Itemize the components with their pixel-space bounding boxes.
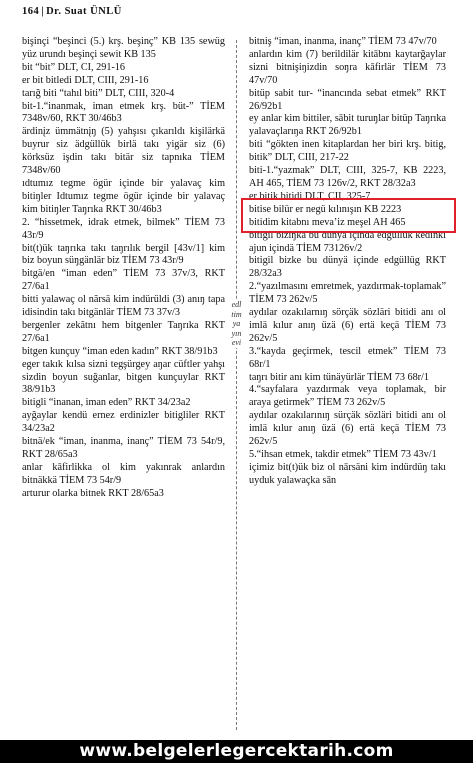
entry-17: bitnä/ek “iman, inanma, inanç” TİEM 73 54r/9, RKT 28/65a3 [22,436,225,460]
entry-8: 2. “hissetmek, idrak etmek, bilmek” TİEM 73 43r/9 [22,216,225,241]
page-number: 164 [22,6,40,17]
entry-r9: bitidim kitabnı meva’iz meşel AH 465 [249,216,406,228]
right-column [249,36,446,488]
entry-r3: bitüp sabit tur- “inancında sebat etmek” RKT 26/92b1 [249,87,446,112]
entry-r7: er bitik bitidi DLT, CII, 325-7 [249,190,371,202]
entry-12: bergenler zekãtnı hem bitgenler Taŋrıka RKT 27/6a1 [22,319,225,344]
entry-r12: 2.“yazılmasını emretmek, yazdırmak-toplamak” TİEM 73 262v/5 [249,281,446,306]
entry-19: arturur olarka bitnek RKT 28/65a3 [22,487,164,499]
page-header [22,6,122,17]
entry-1: bişinçi “beşinci (5.) krş. beşinç” KB 135 sewüg yüz urundı beşinçi sewit KB 135 [22,36,225,60]
author-name: Dr. Suat ÜNLÜ [46,6,122,17]
publisher-vertical-text: edltimyayınevi [231,300,242,347]
entry-r1: bitniş “iman, inanma, inanç” TİEM 73 47v/70 [249,36,437,47]
entry-r11: bitigil bizke bu dünyä içinde edgüllüg RKT 28/32a3 [249,255,446,280]
entry-13: bitgen kunçuy “iman eden kadın” RKT 38/91b3 [22,345,218,357]
entry-r2: anlardın kim (7) berildilär kitābnı kaytarğaylar sizni bitnişiŋizdin soŋra kāfirlär TİEM 73 47v/70 [249,48,446,86]
entry-14: eger takık kılsa sizni tegşürgey aŋar cüftler yahşı sizdin boyun suğanlar, bitgen kunçuylar RKT 38/91b3 [22,358,225,396]
entry-r14: 3.“kayda geçirmek, tescil etmek” TİEM 73 68r/1 [249,345,446,370]
entry-r19: içimiz bit(t)ük biz ol nārsäni kim indürdüŋ takı uyduk yalawaçka sān [249,461,446,486]
header-separator: | [41,6,45,17]
entry-r6: biti-1.“yazmak” DLT, CIII, 325-7, KB 2223, AH 465, TİEM 73 126v/2, RKT 28/32a3 [249,165,446,189]
entry-r16: 4.“sayfalara yazdırmak veya toplamak, bir araya getirmek” TİEM 73 262v/5 [249,384,446,409]
entry-2: bit “bit” DLT, CI, 291-16 [22,61,125,73]
entry-9: bit(t)ük taŋrıka takı taŋrılık bergil [43v/1] kim biz boyun süŋgänlär biz TİEM 73 43r/9 [22,242,225,267]
entry-r17: aydılar ozakılarınıŋ sürçäk sözläri bitidi anı ol imlä kılur anıŋ üzä (6) ertä keçä TİEM 73 262v/5 [249,410,446,448]
entry-r10: bitigil biziŋkä bu dünyä içindä edgüllük kedinki ajun içindä TİEM 73126v/2 [249,229,446,254]
entry-11: bitti yalawaç ol nãrsä kim indürüldi (3) anıŋ tapa idisindin takı bitgänlär TİEM 73 37v/3 [22,294,225,319]
entry-10: bitgä/en “iman eden” TİEM 73 37v/3, RKT 27/6a1 [22,268,225,293]
entry-15: bitigli “inanan, iman eden” RKT 34/23a2 [22,397,191,409]
entry-4: tarığ biti “tahıl biti” DLT, CIII, 320-4 [22,87,175,99]
entry-r5-highlighted: biti “gökten inen kitaplardan her biri krş. bitig, bitik” DLT, CIII, 217-22 [249,139,446,164]
entry-r8: bitise bilür er negü kılınışın KB 2223 [249,203,402,215]
column-divider [236,40,238,730]
entry-5: bit-1.“inanmak, iman etmek krş. büt-” TİEM 7348v/60, RKT 30/46b3 [22,100,225,125]
entry-3: er bit bitledi DLT, CIII, 291-16 [22,74,149,86]
entry-r4: ey anlar kim bittiler, sābit turuŋlar bitüp Taŋrıka yalavaçlarıŋa RKT 26/92b1 [249,113,446,138]
entry-r15: taŋrı bitir anı kim tünäyürlär TİEM 73 68r/1 [249,371,429,383]
entry-7: ıdtumız tegme ögür içinde bir yalavaç kim bitiŋler Idtumız tegme ögür içinde bir yalavaç kim bitiŋler Taŋrıka RKT 30/46b3 [22,177,225,215]
entry-18: anlar kāfirlikka ol kim yakınrak anlardın bitnäkkä TİEM 73 54r/9 [22,461,225,486]
entry-6: ärdinįz ümmätnįŋ (5) yahşısı çıkarıldı kişilärkä buyrur siz ädgüllük birlä takı yigär siz (6) körksüz işdin takı bitär siz tapnıka TİEM 7348v/60 [22,126,225,177]
entry-r18: 5.“ihsan etmek, takdir etmek” TİEM 73 43v/1 [249,449,437,460]
left-column [22,36,225,501]
entry-16: ayğaylar kendü ernez erdinizler bitigliler RKT 34/23a2 [22,410,225,435]
entry-r13: aydılar ozakılarnıŋ sörçäk sözläri bitidi anı ol imlä kılur anıŋ üzä (6) ertä keçä TİEM 73 262v/5 [249,307,446,344]
watermark-footer: www.belgelerlegercektarih.com [0,740,473,763]
